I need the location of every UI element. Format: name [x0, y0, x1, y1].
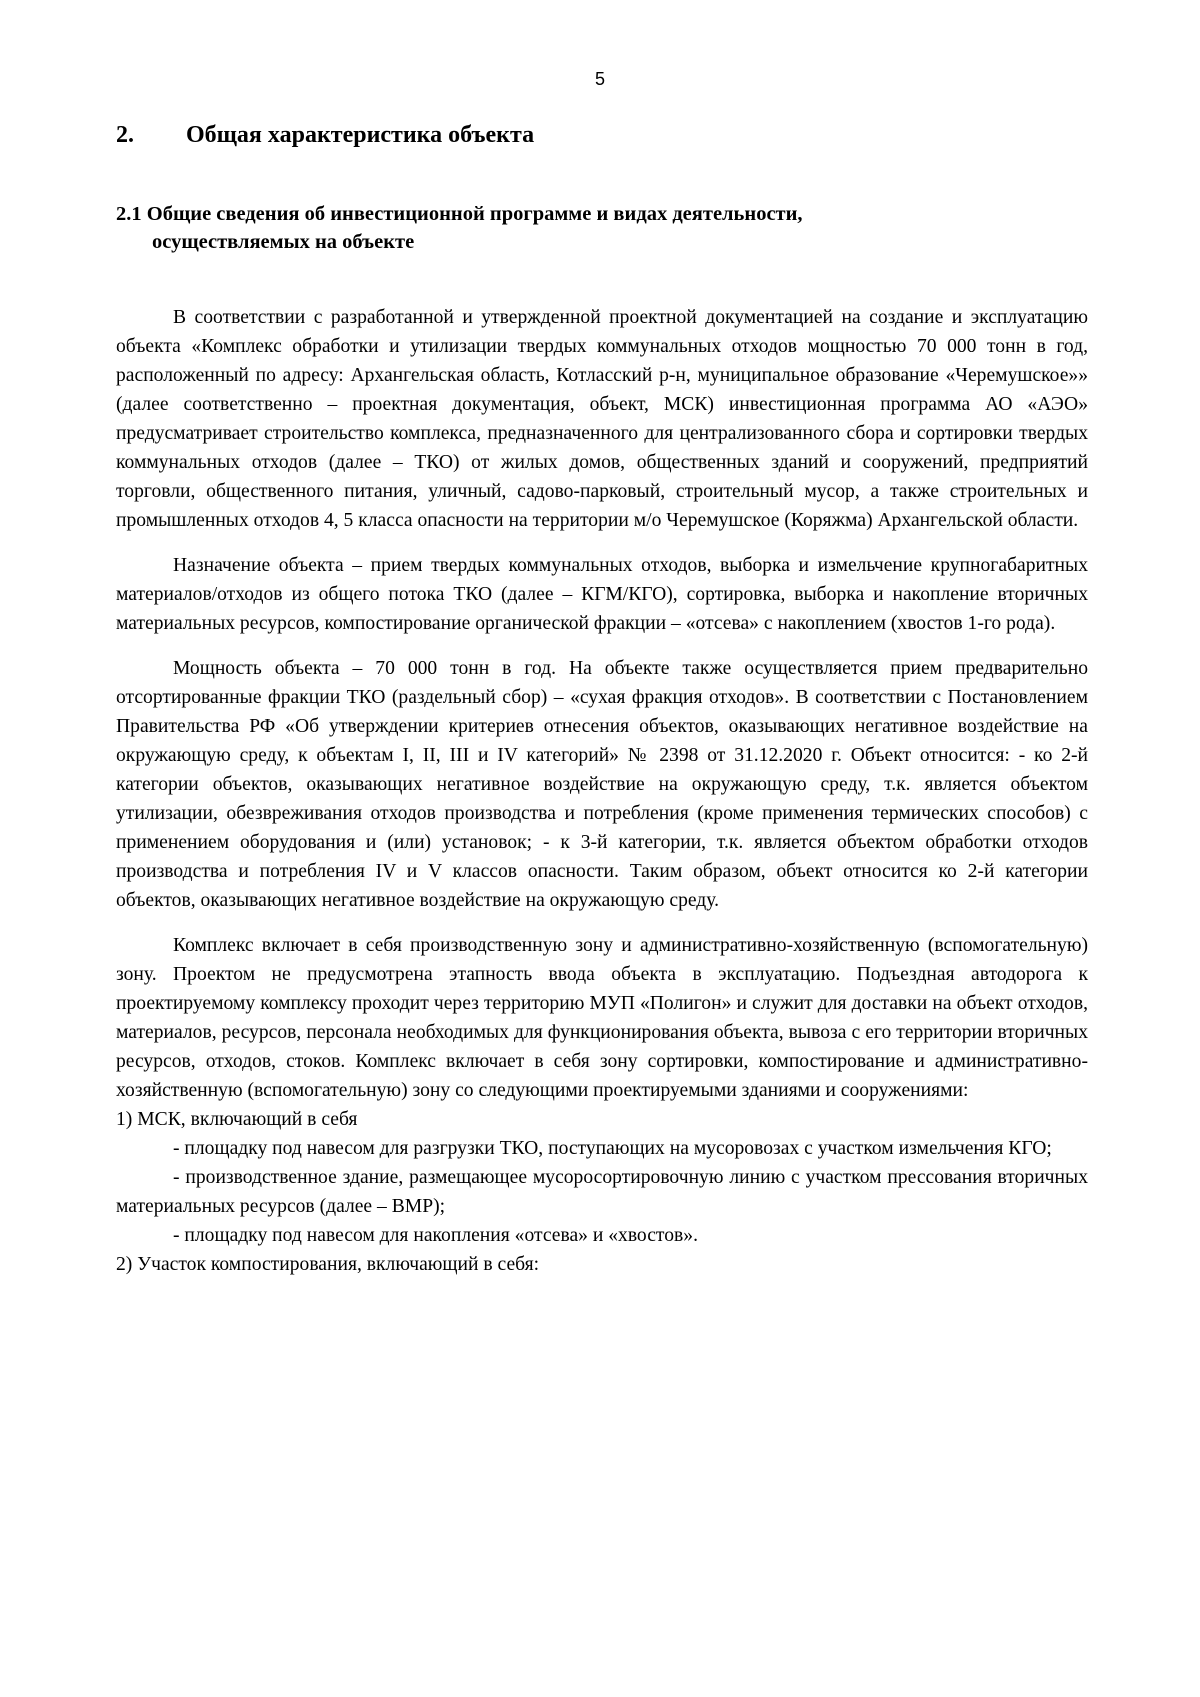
paragraph-object-purpose: Назначение объекта – прием твердых коммунальных отходов, выборка и измельчение крупногабаритных материалов/отходов из общего потока ТКО (далее – КГМ/КГО), сортировка, выборка и накопление вторичных материальных ресурсов, компостирование органической фракции – «отсева» с накоплением (хвостов 1-го рода).: [116, 555, 1088, 634]
list-item-composting: 2) Участок компостирования, включающий в себя:: [116, 1254, 540, 1275]
section-heading: [116, 120, 534, 150]
list-subitem-production-building: - производственное здание, размещающее мусоросортировочную линию с участком прессования вторичных материальных ресурсов (далее – ВМР);: [116, 1167, 1088, 1217]
subsection-heading-line2: осуществляемых на объекте: [152, 231, 415, 253]
paragraph-complex-zones: Комплекс включает в себя производственную зону и административно-хозяйственную (вспомогательную) зону. Проектом не предусмотрена этапность ввода объекта в эксплуатацию. Подъездная автодорога к проектируемому комплексу проходит через территорию МУП «Полигон» и служит для доставки на объект отходов, материалов, ресурсов, персонала необходимых для функционирования объекта, вывоза с его территории вторичных ресурсов, отходов, стоков. Комплекс включает в себя зону сортировки, компостирование и административно-хозяйственную (вспомогательную) зону со следующими проектируемыми зданиями и сооружениями:: [116, 935, 1088, 1101]
subsection-heading: [116, 200, 996, 256]
page-number: 5: [594, 69, 605, 89]
paragraph-investment-program: В соответствии с разработанной и утвержденной проектной документацией на создание и эксплуатацию объекта «Комплекс обработки и утилизации твердых коммунальных отходов мощностью 70 000 тонн в год, расположенный по адресу: Архангельская область, Котласский р-н, муниципальное образование «Черемушское»» (далее соответственно – проектная документация, объект, МСК) инвестиционная программа АО «АЭО» предусматривает строительство комплекса, предназначенного для централизованного сбора и сортировки твердых коммунальных отходов (далее – ТКО) от жилых домов, общественных зданий и сооружений, предприятий торговли, общественного питания, уличный, садово-парковый, строительный мусор, а также строительных и промышленных отходов 4, 5 класса опасности на территории м/о Черемушское (Коряжма) Архангельской области.: [116, 307, 1088, 531]
section-title: Общая характеристика объекта: [186, 122, 535, 148]
subsection-heading-line1: 2.1 Общие сведения об инвестиционной программе и видах деятельности,: [116, 203, 803, 225]
list-subitem-storage-area: - площадку под навесом для накопления «отсева» и «хвостов».: [173, 1225, 698, 1246]
paragraph-object-capacity: Мощность объекта – 70 000 тонн в год. На объекте также осуществляется прием предварительно отсортированные фракции ТКО (раздельный сбор) – «сухая фракция отходов». В соответствии с Постановлением Правительства РФ «Об утверждении критериев отнесения объектов, оказывающих негативное воздействие на окружающую среду, к объектам I, II, III и IV категорий» № 2398 от 31.12.2020 г. Объект относится: - ко 2-й категории объектов, оказывающих негативное воздействие на окружающую среду, т.к. является объектом утилизации, обезвреживания отходов производства и потребления (кроме применения термических способов) с применением оборудования и (или) установок; - к 3-й категории, т.к. является объектом обработки отходов производства и потребления IV и V классов опасности. Таким образом, объект относится ко 2-й категории объектов, оказывающих негативное воздействие на окружающую среду.: [116, 658, 1088, 911]
list-subitem-unloading-area: - площадку под навесом для разгрузки ТКО, поступающих на мусоровозах с участком измельчения КГО;: [173, 1138, 1052, 1159]
document-body: [116, 303, 1088, 1279]
section-number: 2.: [116, 122, 134, 148]
list-item-msk: 1) МСК, включающий в себя: [116, 1109, 358, 1130]
